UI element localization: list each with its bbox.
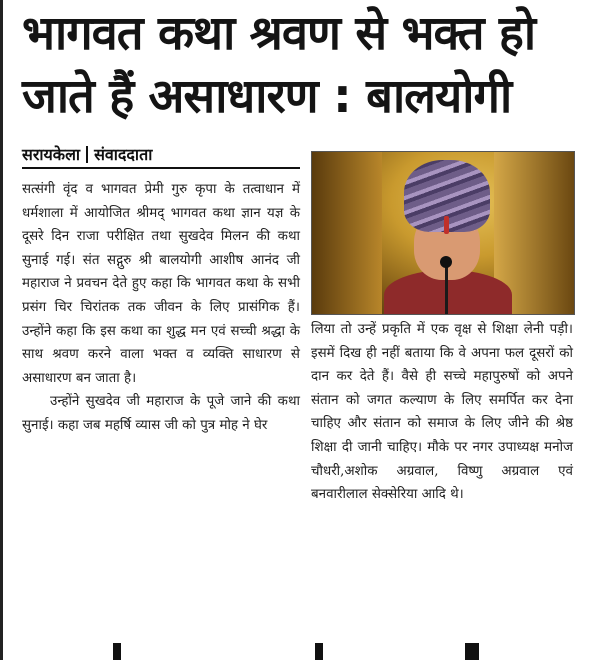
byline-reporter: संवाददाता (94, 145, 153, 164)
byline-rule (22, 167, 300, 169)
article-paragraph: लिया तो उन्हें प्रकृति में एक वृक्ष से शिक्षा लेनी पड़ी। इसमें दिख ही नहीं बताया कि वे अपना फल दूसरों को दान कर देते हैं। वैसे ही सच्चे महापुरुषों को अपने संतान को जगत कल्याण के लिए समर्पित कर देना चाहिए और संतान को समाज के लिए जीने की श्रेष्ठ शिक्षा दी जानी चाहिए। मौके पर नगर उपाध्यक्ष मनोज चौधरी,अशोक अग्रवाल, विष्णु अग्रवाल एवं बनवारीलाल सेक्सेरिया आदि थे। (311, 322, 573, 503)
next-article-fragment (0, 643, 595, 660)
article-column-left (22, 178, 300, 438)
speaker-photo (311, 151, 575, 315)
page-edge-rule (0, 0, 3, 660)
headline (22, 2, 582, 128)
article-paragraph: उन्होंने सुखदेव जी महाराज के पूजे जाने की कथा सुनाई। कहा जब महर्षि व्यास जी को पुत्र मोह ने घेर (22, 394, 300, 433)
headline-line-1: भागवत कथा श्रवण से भक्त हो (22, 6, 536, 61)
microphone-icon (440, 256, 452, 268)
byline-place: सरायकेला (22, 145, 81, 164)
article-column-right (311, 318, 573, 507)
byline (22, 143, 152, 165)
article-paragraph: सत्संगी वृंद व भागवत प्रेमी गुरु कृपा के तत्वाधान में धर्मशाला में आयोजित श्रीमद् भागवत कथा ज्ञान यज्ञ के दूसरे दिन राजा परीक्षित तथा सुखदेव मिलन की कथा सुनाई गई। संत सद्गुरु श्री बालयोगी आशीष आनंद जी महाराज ने प्रवचन देते हुए कहा कि भागवत कथा के सभी प्रसंग चिर चिरांतक तक जीवन के लिए प्रासंगिक हैं। उन्होंने कहा कि इस कथा का शुद्ध मन एवं सच्ची श्रद्धा के साथ श्रवण करने वाला भक्त व व्यक्ति साधारण से असाधारण बन जाता है। (22, 182, 300, 386)
headline-line-2: जाते हैं असाधारण : बालयोगी (22, 69, 512, 124)
byline-separator (86, 146, 88, 163)
